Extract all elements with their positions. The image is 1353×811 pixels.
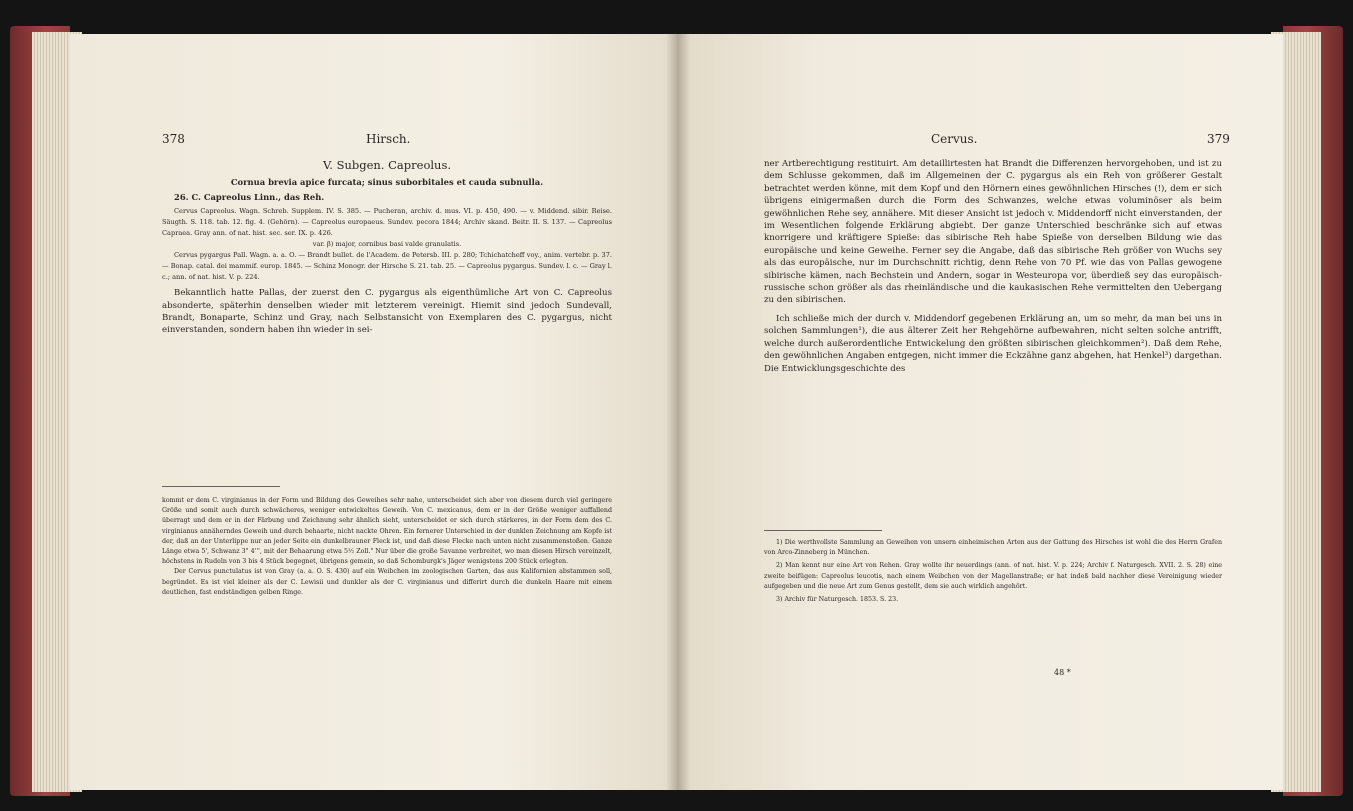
page-number-right: 379 [1207, 132, 1230, 146]
footnote-2: 2) Man kennt nur eine Art von Rehen. Gray wollte ihr neuerdings (ann. of nat. hist. V. p. 224; Archiv f. Naturgesch. XVII. 2. S. 28) eine zweite beifügen: Capreolus leucotis, nach einem Weibchen von der Magellanstraße; er hat indeß bald nachher diese Vereinigung wieder aufgegeben und die neue Art zum Genus gestellt, dem sie auch wirklich angehört. [764, 562, 1222, 590]
footnote-continuation-2: Der Cervus punctulatus ist von Gray (a. a. O. S. 430) auf ein Weibchen im zoologischen Garten, das aus Kalifornien abstammen soll, begründet. Es ist viel kleiner als der C. Lewisii und dunkler als der C. virginianus und differirt durch die dunkeln Haare mit einem deutlichen, fast endständigen gelben Ringe. [162, 568, 612, 596]
section-heading: V. Subgen. Capreolus. [322, 158, 452, 172]
running-head-right: Cervus. [931, 132, 978, 146]
right-page [678, 34, 1283, 790]
variety-line: var. β) major, cornibus basi valde granulatis. [312, 240, 462, 249]
body-text-right-1: ner Artberechtigung restituirt. Am detaillirtesten hat Brandt die Differenzen hervorgehoben, und ist zu dem Schlusse gekommen, daß im Allgemeinen der C. pygargus als ein Reh von größerer Gestalt betrachtet werden könne, mit dem Kopf und den Hörnern eines gewöhnlichen Hirsches (!), dem er sich übrigens einigermaßen durch die Form des Schwanzes, welche etwas voluminöser als beim gewöhnlichen Rehe sey, annähere. Mit dieser Ansicht ist jedoch v. Middendorff nicht einverstanden, der im Wesentlichen folgende Erklärung abgiebt. Der ganze Unterschied beschränke sich auf etwas knorrigere und kräftigere Spieße: das sibirische Reh habe Spieße von derselben Bildung wie das europäische und keine Geweihe. Ferner sey die Angabe, daß das sibirische Reh größer von Wuchs sey als das europäische, nur im Durchschnitt richtig, denn Rehe von 70 Pf. wie das von Pallas gewogene sibirische kämen, nach Bechstein und Andern, sogar in Westeuropa vor, überdieß sey das europäisch-russische schon größer als das rheinländische und die kaukasischen Rehe vermittelten den Uebergang zu den sibirischen. [764, 159, 1222, 306]
synonyms-block-1: Cervus Capreolus. Wagn. Schreb. Supplem. IV. S. 385. — Pucheran, archiv. d. mus. VI. p. 450, 490. — v. Middend. sibir. Reise. Säugth. S. 118. tab. 12. fig. 4. (Gehörn). — Capreolus europaeus. Sundev. pecora 1844; Archiv skand. Beitr. II. S. 137. — Capreolus Capraea. Gray ann. of nat. hist. sec. ser. IX. p. 426. [162, 207, 612, 238]
footnote-3: 3) Archiv für Naturgesch. 1853. S. 23. [776, 596, 899, 604]
footnote-rule-right [764, 530, 882, 531]
signature-mark: 48 * [1054, 668, 1071, 677]
page-number-left: 378 [162, 132, 185, 146]
running-head-left: Hirsch. [366, 132, 411, 146]
body-text-left: Bekanntlich hatte Pallas, der zuerst den C. pygargus als eigenthümliche Art von C. Capreolus absonderte, späterhin denselben wieder mit letzterem vereinigt. Hiemit sind jedoch Sundevall, Brandt, Bonaparte, Schinz und Gray, nach Selbstansicht von Exemplaren des C. pygargus, nicht einverstanden, sondern haben ihn wieder in sei- [162, 288, 612, 336]
synonyms-block-2: Cervus pygargus Pall. Wagn. a. a. O. — Brandt bullet. de l'Academ. de Petersb. III. p. 280; Tchichatcheff voy., anim. vertebr. p. 37. — Bonap. catal. dei mammif. europ. 1845. — Schinz Monogr. der Hirsche S. 21. tab. 25. — Capreolus pygargus. Sundev. l. c. — Gray l. c.; ann. of nat. hist. V. p. 224. [162, 251, 612, 282]
open-book [10, 18, 1343, 803]
footnote-continuation: kommt er dem C. virginianus in der Form und Bildung des Geweihes sehr nahe, unterscheidet sich aber von diesem durch viel geringere Größe und somit auch durch schwächeres, weniger entwickeltes Geweih. Von C. mexicanus, dem er in der Größe weniger auffallend überragt und dem er in der Färbung und Zeichnung sehr ähnlich sieht, unterscheidet er sich durch stärkeres, in der Form dem des C. virginianus annäherndes Geweih und durch behaarte, nicht nackte Ohren. Ein fernerer Unterschied in der dunklen Zeichnung am Kopfe ist der, daß an der Unterlippe nur an jeder Seite ein dunkelbrauner Fleck ist, und daß diese Flecke nach unten nicht zusammenstoßen. Ganze Länge etwa 5', Schwanz 3" 4''', mit der Behaarung etwa 5½ Zoll." Nur über die große Savanne verbreitet, wo man diesen Hirsch vereinzelt, höchstens in Rudeln von 3 bis 4 Stück begegnet, übrigens gemein, so daß Schomburgk's Jäger wenigstens 200 Stück erlegten. [162, 497, 612, 566]
left-footnote-column [162, 496, 612, 598]
diagnosis: Cornua brevia apice furcata; sinus suborbitales et cauda subnulla. [230, 177, 544, 188]
species-header: 26. C. Capreolus Linn., das Reh. [174, 191, 325, 202]
body-text-right-2: Ich schließe mich der durch v. Middendorf gegebenen Erklärung an, um so mehr, da man bei uns in solchen Sammlungen¹), die aus älterer Zeit her Rehgehörne aufbewahren, nicht selten solche antrifft, welche durch außerordentliche Entwickelung den größten sibirischen gleichkommen²). Daß dem Rehe, den gewöhnlichen Angaben entgegen, nicht immer die Eckzähne ganz abgehen, hat Henkel³) dargethan. Die Entwicklungsgeschichte des [764, 313, 1222, 374]
left-page [70, 34, 678, 790]
left-text-column [162, 160, 612, 337]
right-text-column [764, 158, 1222, 375]
footnote-rule-left [162, 486, 280, 487]
footnote-1: 1) Die werthvollste Sammlung an Geweihen von unsern einheimischen Arten aus der Gattung des Hirsches ist wohl die des Herrn Grafen von Arco-Zinneberg in München. [764, 539, 1222, 557]
book-gutter [666, 34, 690, 790]
right-footnotes [764, 538, 1222, 605]
